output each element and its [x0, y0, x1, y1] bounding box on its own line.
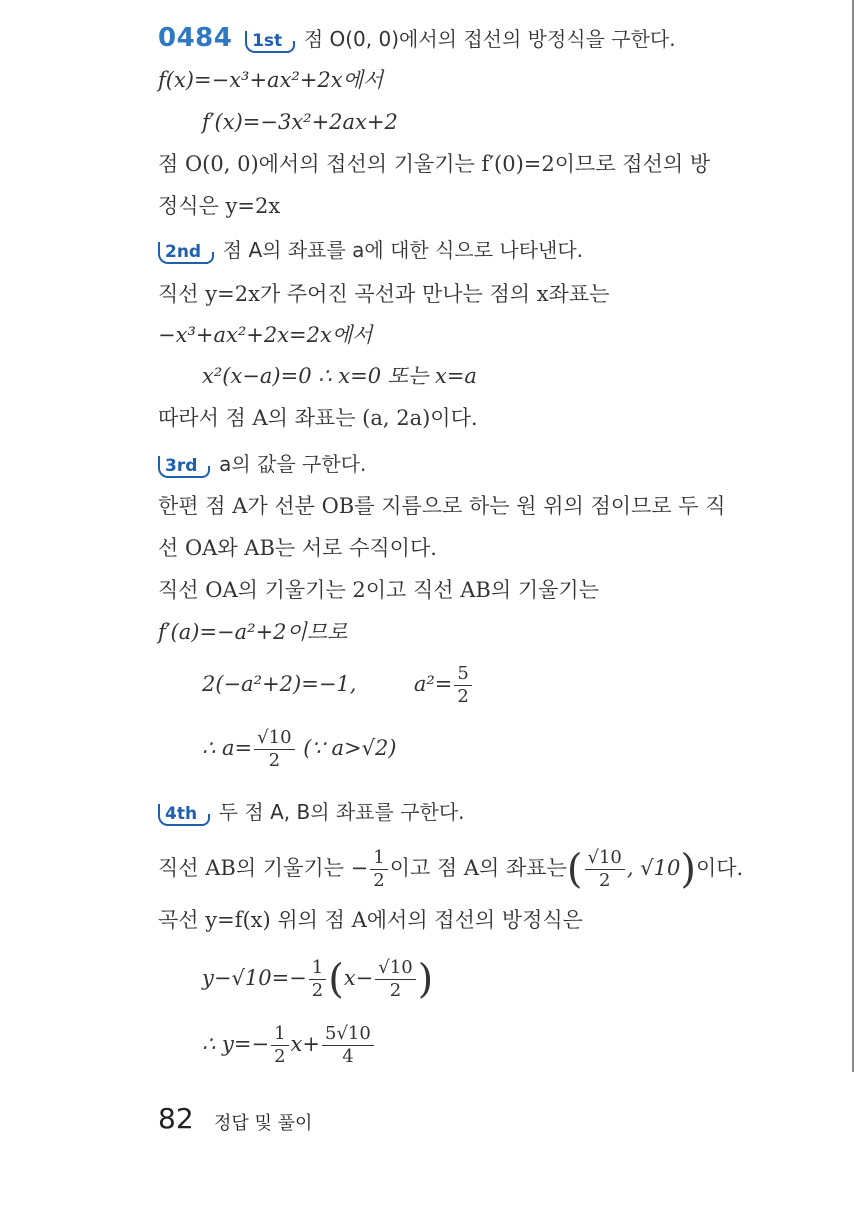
step3-line5: [202, 654, 474, 714]
right-paren-b: ): [417, 956, 434, 1003]
step4-title: 두 점 A, B의 좌표를 구한다.: [218, 800, 465, 824]
step4-line1: [158, 838, 743, 898]
tangent-eq-left: y−√10=−: [202, 966, 307, 990]
step1-line3: 점 O(0, 0)에서의 접선의 기울기는 f′(0)=2이므로 접선의 방: [158, 152, 711, 176]
final-eq-x: x+: [290, 1032, 320, 1056]
fraction-five-halves: $\frac{5}{2}$: [454, 663, 471, 708]
step3-line2: 선 OA와 AB는 서로 수직이다.: [158, 536, 437, 560]
step2-line2: −x³+ax²+2x=2x에서: [158, 323, 373, 347]
step3-line3: 직선 OA의 기울기는 2이고 직선 AB의 기울기는: [158, 578, 599, 602]
step-badge-3rd: 3rd: [158, 456, 204, 478]
step3-line1: 한편 점 A가 선분 OB를 지름으로 하는 원 위의 점이므로 두 직: [158, 494, 726, 518]
fraction-root10-over-2: $\frac{√10}{2}$: [254, 727, 294, 772]
step3-a-label: ∴ a=: [202, 736, 253, 760]
fraction-root10-over-2-b: $\frac{√10}{2}$: [375, 957, 415, 1002]
step3-line4: f′(a)=−a²+2이므로: [158, 620, 348, 644]
step-badge-4th: 4th: [158, 804, 204, 826]
step3-line6: [202, 718, 397, 778]
coord-y-value: , √10: [626, 856, 681, 880]
step4-end-text: 이다.: [695, 856, 744, 880]
step4-header: [158, 798, 465, 826]
step4-slope-text: 직선 AB의 기울기는 −: [158, 856, 369, 880]
fraction-root10-over-2-coord: $\frac{√10}{2}$: [585, 847, 625, 892]
step3-condition: (∵ a>√2): [303, 736, 397, 760]
section-title: 정답 및 풀이: [214, 1113, 313, 1134]
page-edge-rule: [852, 0, 854, 1072]
step1-line1: f(x)=−x³+ax²+2x에서: [158, 68, 384, 92]
fraction-one-half-c: $\frac{1}{2}$: [271, 1023, 288, 1068]
step1-line4: 정식은 y=2x: [158, 194, 281, 218]
step3-eq-b: a²=: [413, 672, 453, 696]
step4-line2: 곡선 y=f(x) 위의 점 A에서의 접선의 방정식은: [158, 908, 583, 932]
step2-line3: x²(x−a)=0 ∴ x=0 또는 x=a: [202, 364, 477, 388]
step4-coord-text: 이고 점 A의 좌표는: [389, 856, 567, 880]
step4-line3: [202, 948, 433, 1008]
step2-header: [158, 236, 583, 264]
step3-title: a의 값을 구한다.: [219, 452, 367, 476]
final-eq-left: ∴ y=−: [202, 1032, 270, 1056]
step1-title: 점 O(0, 0)에서의 접선의 방정식을 구한다.: [303, 27, 676, 51]
step4-line4: [202, 1014, 376, 1074]
step2-line4: 따라서 점 A의 좌표는 (a, 2a)이다.: [158, 406, 478, 430]
step1-line2: f′(x)=−3x²+2ax+2: [202, 110, 398, 134]
right-paren: ): [680, 846, 696, 893]
step-badge-1st: 1st: [245, 31, 289, 53]
tangent-eq-x: x−: [343, 966, 374, 990]
step1-header: [158, 24, 676, 52]
page-number: 82: [158, 1102, 194, 1135]
step3-eq-a: 2(−a²+2)=−1,: [202, 672, 357, 696]
step2-line1: 직선 y=2x가 주어진 곡선과 만나는 점의 x좌표는: [158, 282, 610, 306]
step3-header: [158, 450, 366, 478]
left-paren-b: (: [328, 956, 344, 1003]
step-badge-2nd: 2nd: [158, 242, 208, 264]
fraction-one-half-b: $\frac{1}{2}$: [309, 957, 326, 1002]
left-paren: (: [566, 846, 583, 893]
fraction-5root10-over-4: $\frac{5√10}{4}$: [322, 1023, 374, 1068]
step2-title: 점 A의 좌표를 a에 대한 식으로 나타낸다.: [222, 238, 584, 262]
fraction-one-half: $\frac{1}{2}$: [370, 847, 387, 892]
problem-number: 0484: [158, 23, 233, 53]
